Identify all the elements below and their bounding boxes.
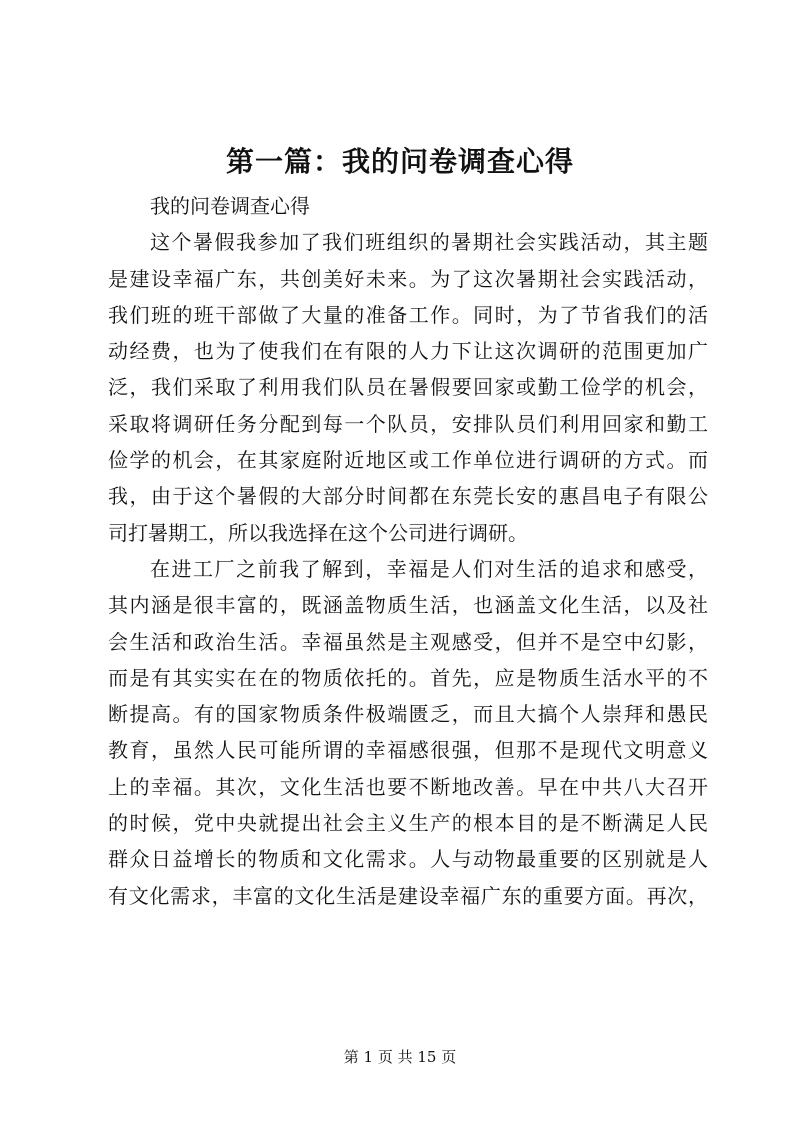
page-footer: 第 1 页 共 15 页 [343, 1048, 457, 1066]
text-line: 动经费，也为了使我们在有限的人力下让这次调研的范围更加广 [108, 339, 708, 364]
text-line: 司打暑期工，所以我选择在这个公司进行调研。 [108, 520, 528, 545]
text-line: 教育，虽然人民可能所谓的幸福感很强，但那不是现代文明意义 [108, 738, 708, 763]
text-line: 是建设幸福广东，共创美好未来。为了这次暑期社会实践活动， [108, 266, 708, 291]
text-line: 其内涵是很丰富的，既涵盖物质生活，也涵盖文化生活，以及社 [108, 593, 708, 618]
text-line: 上的幸福。其次，文化生活也要不断地改善。早在中共八大召开 [108, 774, 708, 799]
text-line: 我们班的班干部做了大量的准备工作。同时，为了节省我们的活 [108, 302, 708, 327]
paragraph-2 [108, 551, 708, 914]
text-line: 群众日益增长的物质和文化需求。人与动物最重要的区别就是人 [108, 847, 708, 872]
text-line: 的时候，党中央就提出社会主义生产的根本目的是不断满足人民 [108, 811, 708, 836]
text-line: 泛，我们采取了利用我们队员在暑假要回家或勤工俭学的机会， [108, 375, 708, 400]
text-line: 这个暑假我参加了我们班组织的暑期社会实践活动，其主题 [150, 230, 708, 255]
page-title: 第一篇：我的问卷调查心得 [225, 145, 574, 178]
text-line: 俭学的机会，在其家庭附近地区或工作单位进行调研的方式。而 [108, 448, 708, 473]
text-line: 有文化需求，丰富的文化生活是建设幸福广东的重要方面。再次， [108, 883, 708, 908]
text-line: 会生活和政治生活。幸福虽然是主观感受，但并不是空中幻影， [108, 629, 708, 654]
text-line: 在进工厂之前我了解到，幸福是人们对生活的追求和感受， [150, 556, 708, 581]
text-line: 而是有其实实在在的物质依托的。首先，应是物质生活水平的不 [108, 665, 708, 690]
paragraph-1 [108, 224, 708, 551]
text-line: 我，由于这个暑假的大部分时间都在东莞长安的惠昌电子有限公 [108, 484, 708, 509]
document-body [108, 188, 708, 914]
text-line: 采取将调研任务分配到每一个队员，安排队员们利用回家和勤工 [108, 411, 708, 436]
document-subtitle: 我的问卷调查心得 [150, 194, 310, 218]
text-line: 断提高。有的国家物质条件极端匮乏，而且大搞个人崇拜和愚民 [108, 702, 708, 727]
